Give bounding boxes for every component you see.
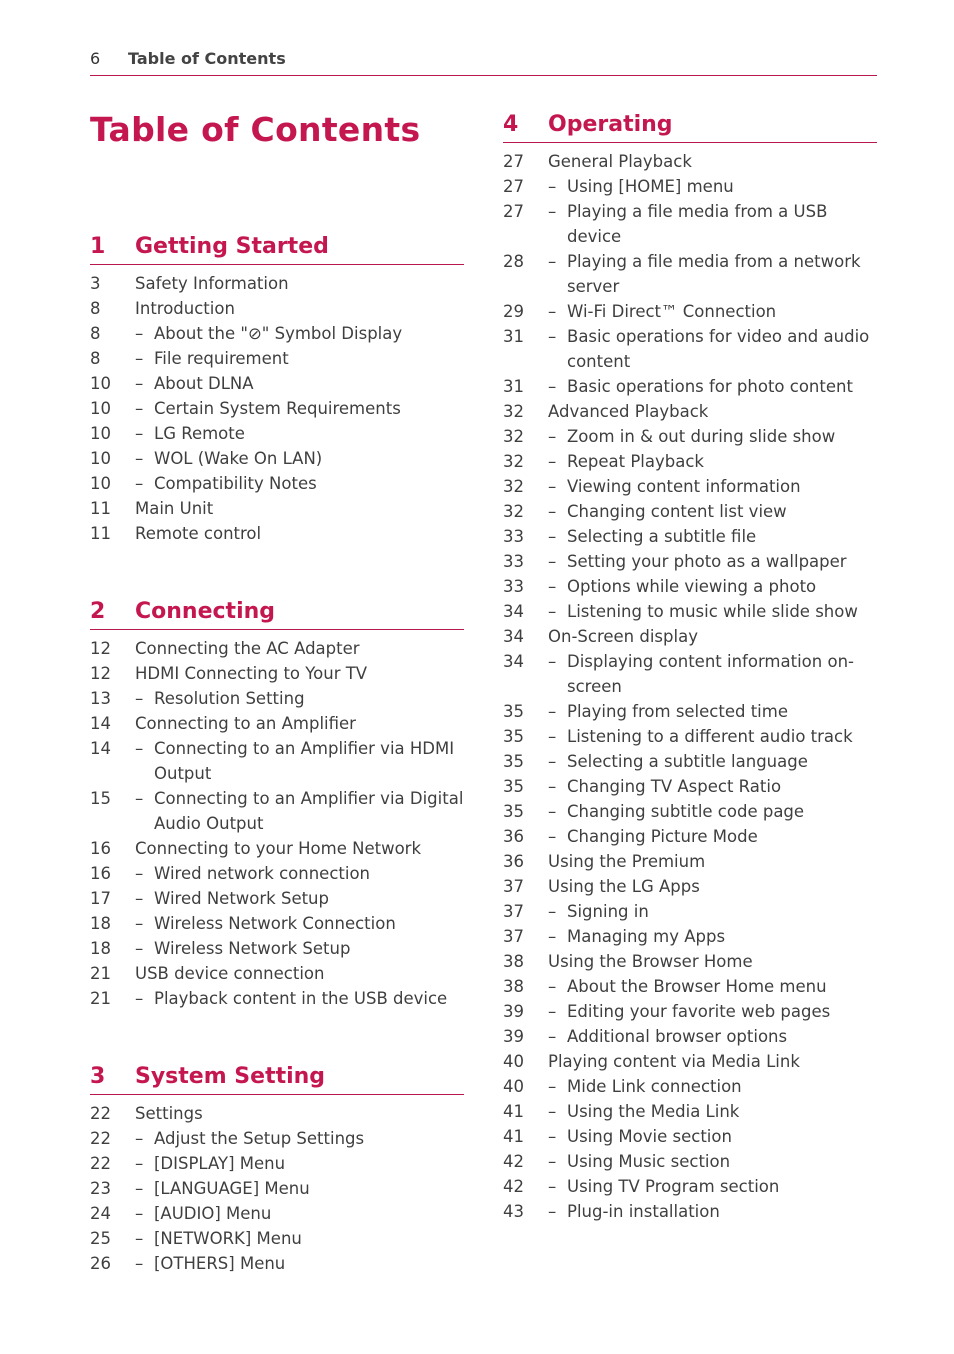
toc-dash: – xyxy=(135,1129,144,1148)
toc-dash: – xyxy=(548,252,557,271)
toc-entry-text: [NETWORK] Menu xyxy=(154,1229,302,1248)
toc-entry[interactable] xyxy=(90,986,464,1011)
toc-entry-text: Zoom in & out during slide show xyxy=(567,427,836,446)
toc-entry-text: Repeat Playback xyxy=(567,452,704,471)
toc-entry-text: Playing a file media from a network server xyxy=(567,252,861,296)
toc-entry-text: Playing content via Media Link xyxy=(548,1052,800,1071)
toc-entry[interactable] xyxy=(503,949,877,974)
toc-entry-list xyxy=(503,143,877,1224)
toc-entry[interactable] xyxy=(90,886,464,911)
toc-page-number: 16 xyxy=(90,864,111,883)
toc-entry[interactable] xyxy=(503,499,877,524)
toc-entry[interactable] xyxy=(90,961,464,986)
toc-entry-text: Selecting a subtitle file xyxy=(567,527,757,546)
toc-dash: – xyxy=(548,652,557,671)
toc-page-number: 34 xyxy=(503,602,524,621)
toc-page-number: 34 xyxy=(503,652,524,671)
toc-page-number: 25 xyxy=(90,1229,111,1248)
toc-entry[interactable] xyxy=(90,371,464,396)
toc-page-number: 24 xyxy=(90,1204,111,1223)
toc-entry[interactable] xyxy=(90,911,464,936)
toc-page-number: 39 xyxy=(503,1027,524,1046)
toc-dash: – xyxy=(548,202,557,221)
toc-page-number: 37 xyxy=(503,927,524,946)
toc-entry[interactable] xyxy=(503,724,877,749)
toc-dash: – xyxy=(548,1127,557,1146)
toc-entry[interactable] xyxy=(503,924,877,949)
section-heading[interactable] xyxy=(90,599,464,630)
toc-page-number: 22 xyxy=(90,1154,111,1173)
toc-page-number: 39 xyxy=(503,1002,524,1021)
toc-entry[interactable] xyxy=(503,974,877,999)
toc-page-number: 17 xyxy=(90,889,111,908)
toc-page-number: 37 xyxy=(503,902,524,921)
toc-entry-text: Changing subtitle code page xyxy=(567,802,805,821)
toc-dash: – xyxy=(135,324,144,343)
page-title: Table of Contents xyxy=(90,110,421,149)
toc-dash: – xyxy=(135,449,144,468)
toc-dash: – xyxy=(548,602,557,621)
toc-entry[interactable] xyxy=(90,471,464,496)
toc-entry[interactable] xyxy=(90,836,464,861)
toc-entry[interactable] xyxy=(503,424,877,449)
toc-dash: – xyxy=(548,902,557,921)
toc-entry[interactable] xyxy=(503,249,877,299)
toc-entry[interactable] xyxy=(503,1124,877,1149)
toc-entry[interactable] xyxy=(503,449,877,474)
toc-entry-text: Wired network connection xyxy=(154,864,370,883)
toc-dash: – xyxy=(548,452,557,471)
toc-dash: – xyxy=(548,1202,557,1221)
toc-entry-text: File requirement xyxy=(154,349,289,368)
toc-page-number: 32 xyxy=(503,427,524,446)
toc-page-number: 35 xyxy=(503,752,524,771)
toc-dash: – xyxy=(135,1154,144,1173)
toc-dash: – xyxy=(548,777,557,796)
toc-entry-text: [LANGUAGE] Menu xyxy=(154,1179,310,1198)
toc-dash: – xyxy=(548,702,557,721)
toc-dash: – xyxy=(135,399,144,418)
toc-entry-text: Advanced Playback xyxy=(548,402,709,421)
toc-entry[interactable] xyxy=(90,421,464,446)
toc-page-number: 28 xyxy=(503,252,524,271)
toc-entry-text: Using [HOME] menu xyxy=(567,177,734,196)
toc-entry[interactable] xyxy=(503,1099,877,1124)
toc-page-number: 42 xyxy=(503,1152,524,1171)
toc-entry[interactable] xyxy=(90,496,464,521)
toc-entry[interactable] xyxy=(90,446,464,471)
section-number: 2 xyxy=(90,599,106,624)
toc-dash: – xyxy=(548,1027,557,1046)
toc-dash: – xyxy=(135,424,144,443)
toc-page-number: 35 xyxy=(503,802,524,821)
toc-entry[interactable] xyxy=(503,574,877,599)
toc-dash: – xyxy=(548,477,557,496)
toc-entry-text: About the Browser Home menu xyxy=(567,977,827,996)
toc-page-number: 14 xyxy=(90,714,111,733)
toc-entry-text: General Playback xyxy=(548,152,692,171)
toc-entry[interactable] xyxy=(90,736,464,786)
toc-entry-text: Connecting to an Amplifier via HDMI Output xyxy=(154,739,455,783)
toc-entry[interactable] xyxy=(503,624,877,649)
toc-entry[interactable] xyxy=(503,374,877,399)
toc-entry-text: Connecting the AC Adapter xyxy=(135,639,360,658)
toc-entry[interactable] xyxy=(90,861,464,886)
toc-entry[interactable] xyxy=(90,936,464,961)
toc-entry-text: Options while viewing a photo xyxy=(567,577,817,596)
toc-page-number: 8 xyxy=(90,299,101,318)
toc-page-number: 13 xyxy=(90,689,111,708)
toc-dash: – xyxy=(548,1177,557,1196)
toc-entry[interactable] xyxy=(90,1101,464,1126)
page-number: 6 xyxy=(90,49,101,68)
toc-page-number: 18 xyxy=(90,914,111,933)
toc-dash: – xyxy=(135,889,144,908)
toc-entry-text: Resolution Setting xyxy=(154,689,305,708)
toc-page-number: 31 xyxy=(503,377,524,396)
toc-page-number: 36 xyxy=(503,852,524,871)
toc-page-number: 33 xyxy=(503,527,524,546)
toc-page-number: 32 xyxy=(503,452,524,471)
toc-entry-text: On-Screen display xyxy=(548,627,698,646)
toc-entry[interactable] xyxy=(90,1251,464,1276)
toc-section xyxy=(90,599,464,1011)
toc-dash: – xyxy=(548,302,557,321)
toc-page-number: 32 xyxy=(503,502,524,521)
toc-dash: – xyxy=(548,927,557,946)
toc-entry-text: Connecting to an Amplifier via Digital Audio Output xyxy=(154,789,464,833)
toc-page-number: 10 xyxy=(90,374,111,393)
toc-dash: – xyxy=(548,1002,557,1021)
toc-page-number: 38 xyxy=(503,977,524,996)
toc-entry-text: LG Remote xyxy=(154,424,245,443)
toc-page-number: 31 xyxy=(503,327,524,346)
toc-entry-text: Displaying content information on-screen xyxy=(567,652,854,696)
toc-entry-text: Playing a file media from a USB device xyxy=(567,202,828,246)
toc-entry[interactable] xyxy=(90,346,464,371)
toc-dash: – xyxy=(548,427,557,446)
toc-entry[interactable] xyxy=(503,524,877,549)
toc-dash: – xyxy=(548,727,557,746)
toc-page-number: 23 xyxy=(90,1179,111,1198)
toc-entry-text: Compatibility Notes xyxy=(154,474,317,493)
toc-dash: – xyxy=(548,752,557,771)
toc-entry[interactable] xyxy=(503,649,877,699)
toc-entry-text: Using the Browser Home xyxy=(548,952,753,971)
toc-entry[interactable] xyxy=(503,199,877,249)
running-header-title: Table of Contents xyxy=(128,49,286,68)
toc-dash: – xyxy=(548,802,557,821)
toc-entry-text: Wired Network Setup xyxy=(154,889,329,908)
toc-entry[interactable] xyxy=(503,874,877,899)
toc-page-number: 12 xyxy=(90,664,111,683)
toc-entry-text: About DLNA xyxy=(154,374,254,393)
toc-entry-text: Viewing content information xyxy=(567,477,801,496)
toc-entry-text: Basic operations for video and audio content xyxy=(567,327,870,371)
section-title: Getting Started xyxy=(135,234,329,259)
toc-page-number: 16 xyxy=(90,839,111,858)
toc-page-number: 40 xyxy=(503,1077,524,1096)
toc-dash: – xyxy=(548,177,557,196)
toc-entry[interactable] xyxy=(503,1174,877,1199)
toc-entry-text: Wireless Network Setup xyxy=(154,939,351,958)
toc-section xyxy=(90,234,464,546)
toc-page-number: 32 xyxy=(503,402,524,421)
toc-entry-text: Remote control xyxy=(135,524,262,543)
toc-section xyxy=(90,1064,464,1276)
toc-entry-text: Using the LG Apps xyxy=(548,877,700,896)
toc-entry-text: Listening to music while slide show xyxy=(567,602,858,621)
toc-entry[interactable] xyxy=(90,711,464,736)
toc-entry[interactable] xyxy=(503,1074,877,1099)
toc-entry[interactable] xyxy=(503,774,877,799)
toc-entry[interactable] xyxy=(503,549,877,574)
toc-page-number: 32 xyxy=(503,477,524,496)
toc-dash: – xyxy=(548,577,557,596)
section-title: Connecting xyxy=(135,599,276,624)
toc-dash: – xyxy=(135,374,144,393)
toc-entry-list xyxy=(90,265,464,546)
toc-entry-text: Selecting a subtitle language xyxy=(567,752,808,771)
toc-dash: – xyxy=(135,739,144,758)
toc-page-number: 27 xyxy=(503,152,524,171)
toc-page-number: 36 xyxy=(503,827,524,846)
toc-page-number: 15 xyxy=(90,789,111,808)
toc-page-number: 35 xyxy=(503,702,524,721)
page-header xyxy=(90,49,877,76)
toc-dash: – xyxy=(135,1179,144,1198)
section-title: Operating xyxy=(548,112,673,137)
toc-entry-text: Signing in xyxy=(567,902,649,921)
toc-entry[interactable] xyxy=(503,399,877,424)
toc-page-number: 10 xyxy=(90,449,111,468)
toc-entry[interactable] xyxy=(503,474,877,499)
toc-entry-text: About the "⊘" Symbol Display xyxy=(154,324,403,343)
toc-page-number: 37 xyxy=(503,877,524,896)
toc-entry-text: Changing Picture Mode xyxy=(567,827,758,846)
toc-page-number: 14 xyxy=(90,739,111,758)
toc-entry[interactable] xyxy=(503,299,877,324)
toc-dash: – xyxy=(135,989,144,1008)
toc-dash: – xyxy=(135,914,144,933)
toc-entry[interactable] xyxy=(90,396,464,421)
toc-dash: – xyxy=(548,1152,557,1171)
toc-entry-text: Settings xyxy=(135,1104,203,1123)
toc-page-number: 43 xyxy=(503,1202,524,1221)
toc-entry-text: Playing from selected time xyxy=(567,702,788,721)
toc-entry-text: Using the Media Link xyxy=(567,1102,740,1121)
toc-page-number: 21 xyxy=(90,964,111,983)
toc-entry-text: WOL (Wake On LAN) xyxy=(154,449,323,468)
toc-entry[interactable] xyxy=(503,1149,877,1174)
toc-page-number: 40 xyxy=(503,1052,524,1071)
toc-page-number: 33 xyxy=(503,552,524,571)
toc-page-number: 10 xyxy=(90,424,111,443)
toc-entry-text: Setting your photo as a wallpaper xyxy=(567,552,847,571)
toc-page-number: 3 xyxy=(90,274,101,293)
toc-page-number: 11 xyxy=(90,524,111,543)
toc-entry[interactable] xyxy=(503,174,877,199)
toc-dash: – xyxy=(135,689,144,708)
toc-page-number: 26 xyxy=(90,1254,111,1273)
toc-entry-text: HDMI Connecting to Your TV xyxy=(135,664,368,683)
toc-entry[interactable] xyxy=(90,636,464,661)
toc-dash: – xyxy=(135,864,144,883)
toc-entry[interactable] xyxy=(503,899,877,924)
toc-page-number: 11 xyxy=(90,499,111,518)
toc-page-number: 41 xyxy=(503,1127,524,1146)
toc-dash: – xyxy=(548,1077,557,1096)
toc-dash: – xyxy=(135,1254,144,1273)
toc-entry-text: Certain System Requirements xyxy=(154,399,401,418)
toc-entry[interactable] xyxy=(90,1126,464,1151)
toc-dash: – xyxy=(548,527,557,546)
toc-page-number: 38 xyxy=(503,952,524,971)
toc-entry[interactable] xyxy=(503,1199,877,1224)
toc-page-number: 35 xyxy=(503,727,524,746)
toc-entry-text: Safety Information xyxy=(135,274,289,293)
toc-page-number: 34 xyxy=(503,627,524,646)
toc-entry-text: Using Music section xyxy=(567,1152,731,1171)
toc-entry[interactable] xyxy=(503,599,877,624)
toc-entry[interactable] xyxy=(503,1049,877,1074)
toc-section xyxy=(503,112,877,1224)
toc-entry-text: Additional browser options xyxy=(567,1027,788,1046)
toc-entry[interactable] xyxy=(90,1176,464,1201)
toc-page-number: 12 xyxy=(90,639,111,658)
toc-entry[interactable] xyxy=(90,321,464,346)
toc-entry-text: Plug-in installation xyxy=(567,1202,720,1221)
toc-entry[interactable] xyxy=(90,271,464,296)
toc-page-number: 10 xyxy=(90,399,111,418)
toc-page-number: 42 xyxy=(503,1177,524,1196)
toc-entry-text: Connecting to your Home Network xyxy=(135,839,422,858)
toc-dash: – xyxy=(548,502,557,521)
toc-entry[interactable] xyxy=(90,686,464,711)
toc-entry[interactable] xyxy=(90,1226,464,1251)
toc-entry-text: Wireless Network Connection xyxy=(154,914,396,933)
section-heading[interactable] xyxy=(90,1064,464,1095)
toc-page-number: 22 xyxy=(90,1129,111,1148)
toc-entry[interactable] xyxy=(503,849,877,874)
toc-entry-text: Managing my Apps xyxy=(567,927,726,946)
toc-dash: – xyxy=(135,1229,144,1248)
toc-page-number: 27 xyxy=(503,202,524,221)
toc-page-number: 35 xyxy=(503,777,524,796)
toc-entry[interactable] xyxy=(90,521,464,546)
toc-entry[interactable] xyxy=(503,149,877,174)
toc-entry[interactable] xyxy=(503,324,877,374)
toc-entry-text: Using TV Program section xyxy=(567,1177,780,1196)
toc-entry[interactable] xyxy=(503,824,877,849)
toc-dash: – xyxy=(135,1204,144,1223)
toc-entry-text: [AUDIO] Menu xyxy=(154,1204,272,1223)
toc-entry[interactable] xyxy=(90,786,464,836)
toc-dash: – xyxy=(548,327,557,346)
section-number: 4 xyxy=(503,112,519,137)
toc-entry-text: Using the Premium xyxy=(548,852,706,871)
toc-entry-text: Using Movie section xyxy=(567,1127,732,1146)
toc-entry[interactable] xyxy=(90,1151,464,1176)
toc-dash: – xyxy=(548,977,557,996)
toc-entry-text: Changing TV Aspect Ratio xyxy=(567,777,782,796)
toc-entry-text: [DISPLAY] Menu xyxy=(154,1154,286,1173)
toc-entry-text: [OTHERS] Menu xyxy=(154,1254,286,1273)
toc-entry-text: Wi-Fi Direct™ Connection xyxy=(567,302,777,321)
toc-page-number: 8 xyxy=(90,349,101,368)
toc-dash: – xyxy=(135,474,144,493)
toc-page-number: 22 xyxy=(90,1104,111,1123)
toc-dash: – xyxy=(135,789,144,808)
toc-entry[interactable] xyxy=(503,749,877,774)
toc-entry-text: USB device connection xyxy=(135,964,325,983)
toc-entry[interactable] xyxy=(503,1024,877,1049)
toc-entry-text: Main Unit xyxy=(135,499,214,518)
toc-page-number: 27 xyxy=(503,177,524,196)
toc-page-number: 33 xyxy=(503,577,524,596)
toc-entry[interactable] xyxy=(90,1201,464,1226)
toc-entry-text: Basic operations for photo content xyxy=(567,377,853,396)
toc-page-number: 18 xyxy=(90,939,111,958)
toc-entry-text: Editing your favorite web pages xyxy=(567,1002,831,1021)
toc-dash: – xyxy=(548,827,557,846)
toc-page-number: 21 xyxy=(90,989,111,1008)
toc-page-number: 41 xyxy=(503,1102,524,1121)
toc-page-number: 10 xyxy=(90,474,111,493)
toc-entry[interactable] xyxy=(503,999,877,1024)
toc-entry-list xyxy=(90,630,464,1011)
toc-entry[interactable] xyxy=(90,661,464,686)
toc-dash: – xyxy=(548,377,557,396)
section-title: System Setting xyxy=(135,1064,326,1089)
toc-entry[interactable] xyxy=(90,296,464,321)
section-heading[interactable] xyxy=(503,112,877,143)
toc-dash: – xyxy=(135,349,144,368)
section-number: 3 xyxy=(90,1064,106,1089)
toc-entry[interactable] xyxy=(503,699,877,724)
toc-dash: – xyxy=(548,1102,557,1121)
toc-entry-text: Adjust the Setup Settings xyxy=(154,1129,365,1148)
toc-page-number: 8 xyxy=(90,324,101,343)
toc-entry-text: Mide Link connection xyxy=(567,1077,742,1096)
toc-page-number: 29 xyxy=(503,302,524,321)
toc-entry-text: Introduction xyxy=(135,299,235,318)
toc-entry-list xyxy=(90,1095,464,1276)
toc-entry-text: Playback content in the USB device xyxy=(154,989,448,1008)
toc-dash: – xyxy=(135,939,144,958)
toc-entry[interactable] xyxy=(503,799,877,824)
section-heading[interactable] xyxy=(90,234,464,265)
toc-dash: – xyxy=(548,552,557,571)
section-number: 1 xyxy=(90,234,106,259)
toc-entry-text: Listening to a different audio track xyxy=(567,727,853,746)
toc-entry-text: Changing content list view xyxy=(567,502,787,521)
toc-entry-text: Connecting to an Amplifier xyxy=(135,714,356,733)
